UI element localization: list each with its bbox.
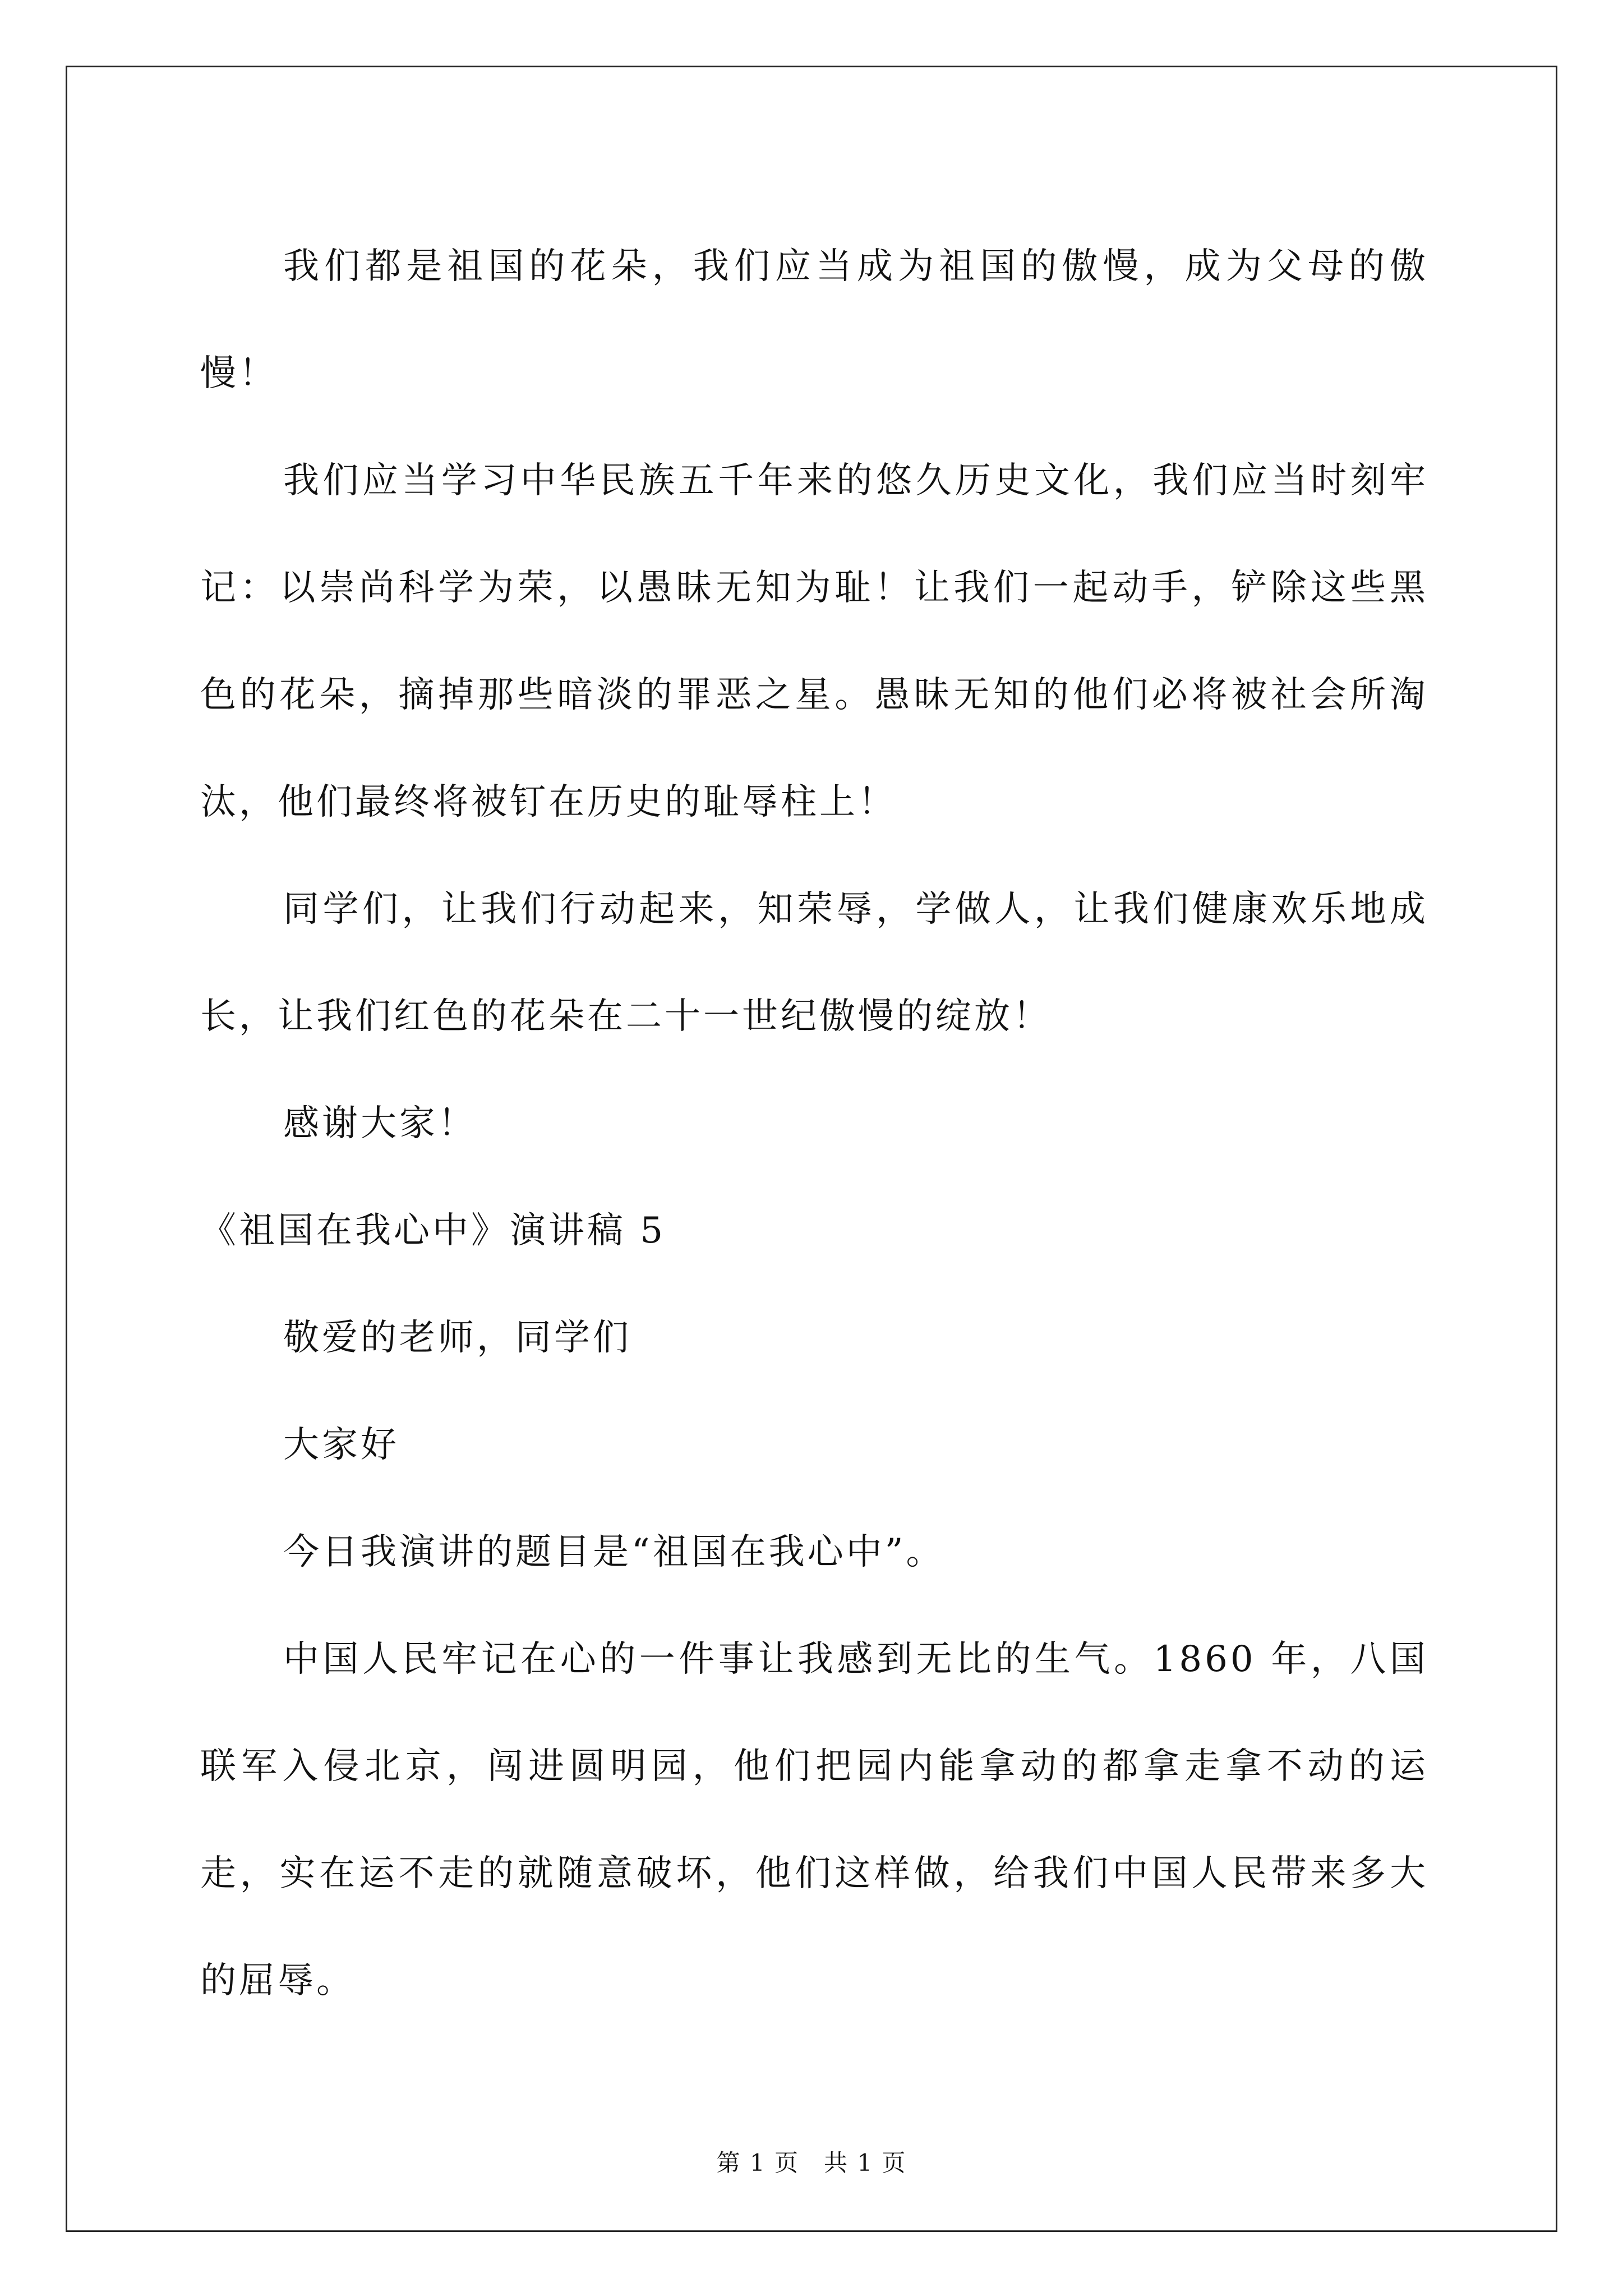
paragraph-pride: 我们都是祖国的花朵，我们应当成为祖国的傲慢，成为父母的傲慢！ — [200, 246, 1428, 394]
document-body — [200, 213, 1428, 2035]
section-title: 《祖国在我心中》演讲稿 5 — [200, 1210, 666, 1251]
paragraph-greeting: 大家好 — [283, 1424, 399, 1466]
paragraph-salutation: 敬爱的老师，同学们 — [283, 1317, 631, 1359]
paragraph-story: 中国人民牢记在心的一件事让我感到无比的生气。1860 年，八国联军入侵北京，闯进圆明园，他们把园内能拿动的都拿走拿不动的运走，实在运不走的就随意破坏，他们这样做，给我们中国人民带来多大的屈辱。 — [200, 1639, 1428, 2001]
paragraph-history: 我们应当学习中华民族五千年来的悠久历史文化，我们应当时刻牢记：以崇尚科学为荣，以愚昧无知为耻！让我们一起动手，铲除这些黑色的花朵，摘掉那些暗淡的罪恶之星。愚昧无知的他们必将被社会所淘汰，他们最终将被钉在历史的耻辱柱上！ — [200, 460, 1428, 823]
paragraph-topic: 今日我演讲的题目是“祖国在我心中”。 — [283, 1531, 945, 1573]
paragraph-action: 同学们，让我们行动起来，知荣辱，学做人，让我们健康欢乐地成长，让我们红色的花朵在二十一世纪傲慢的绽放！ — [200, 889, 1428, 1037]
paragraph-thanks: 感谢大家！ — [283, 1103, 477, 1144]
page-footer: 第 1 页 共 1 页 — [716, 2149, 907, 2177]
